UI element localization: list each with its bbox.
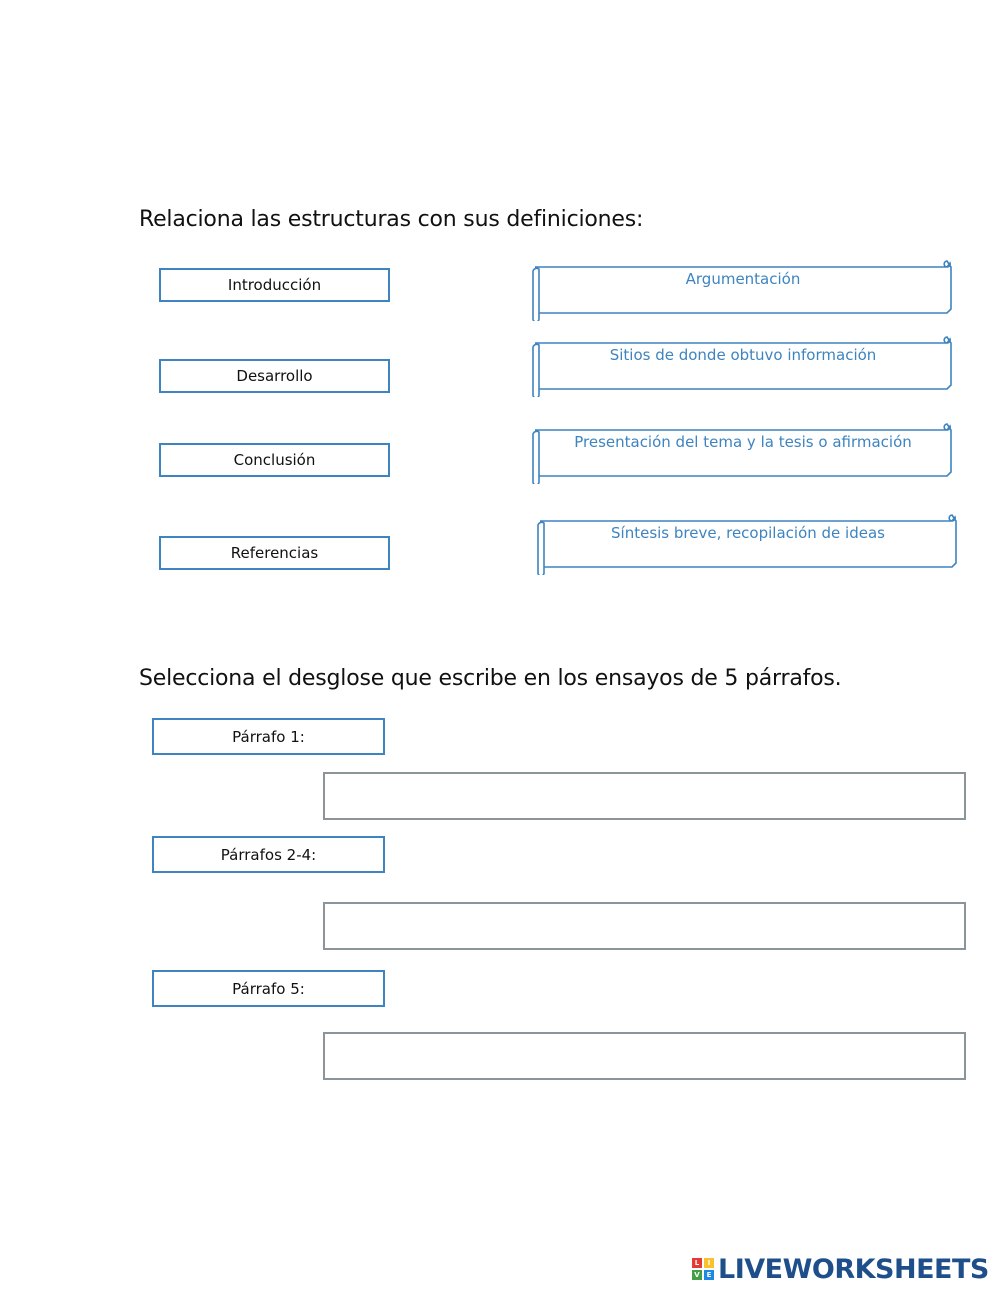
definition-text: Síntesis breve, recopilación de ideas bbox=[611, 524, 885, 542]
definition-scroll-sintesis[interactable] bbox=[534, 513, 958, 575]
logo-letter: L bbox=[692, 1258, 702, 1268]
logo-text: LIVEWORKSHEETS bbox=[718, 1253, 989, 1285]
definition-text: Argumentación bbox=[685, 270, 801, 288]
liveworksheets-logo bbox=[692, 1253, 989, 1285]
label-parrafos-2-4: Párrafos 2-4: bbox=[152, 836, 385, 873]
logo-mark-icon bbox=[692, 1258, 714, 1280]
logo-letter: I bbox=[704, 1258, 714, 1268]
answer-field-parrafo-5[interactable] bbox=[323, 1032, 966, 1080]
label-parrafo-5: Párrafo 5: bbox=[152, 970, 385, 1007]
logo-letter: E bbox=[704, 1270, 714, 1280]
definition-text: Sitios de donde obtuvo información bbox=[609, 346, 877, 364]
definition-scroll-argumentacion[interactable] bbox=[529, 259, 953, 321]
definition-scroll-sitios[interactable] bbox=[529, 335, 953, 397]
answer-field-parrafos-2-4[interactable] bbox=[323, 902, 966, 950]
answer-field-parrafo-1[interactable] bbox=[323, 772, 966, 820]
logo-letter: V bbox=[692, 1270, 702, 1280]
term-introduccion[interactable]: Introducción bbox=[159, 268, 390, 302]
term-conclusion[interactable]: Conclusión bbox=[159, 443, 390, 477]
label-parrafo-1: Párrafo 1: bbox=[152, 718, 385, 755]
term-referencias[interactable]: Referencias bbox=[159, 536, 390, 570]
breakdown-heading: Selecciona el desglose que escribe en los ensayos de 5 párrafos. bbox=[139, 666, 842, 691]
term-desarrollo[interactable]: Desarrollo bbox=[159, 359, 390, 393]
matching-heading: Relaciona las estructuras con sus definiciones: bbox=[139, 207, 644, 232]
definition-scroll-presentacion[interactable] bbox=[529, 422, 953, 484]
definition-text: Presentación del tema y la tesis o afirmación bbox=[574, 433, 912, 451]
